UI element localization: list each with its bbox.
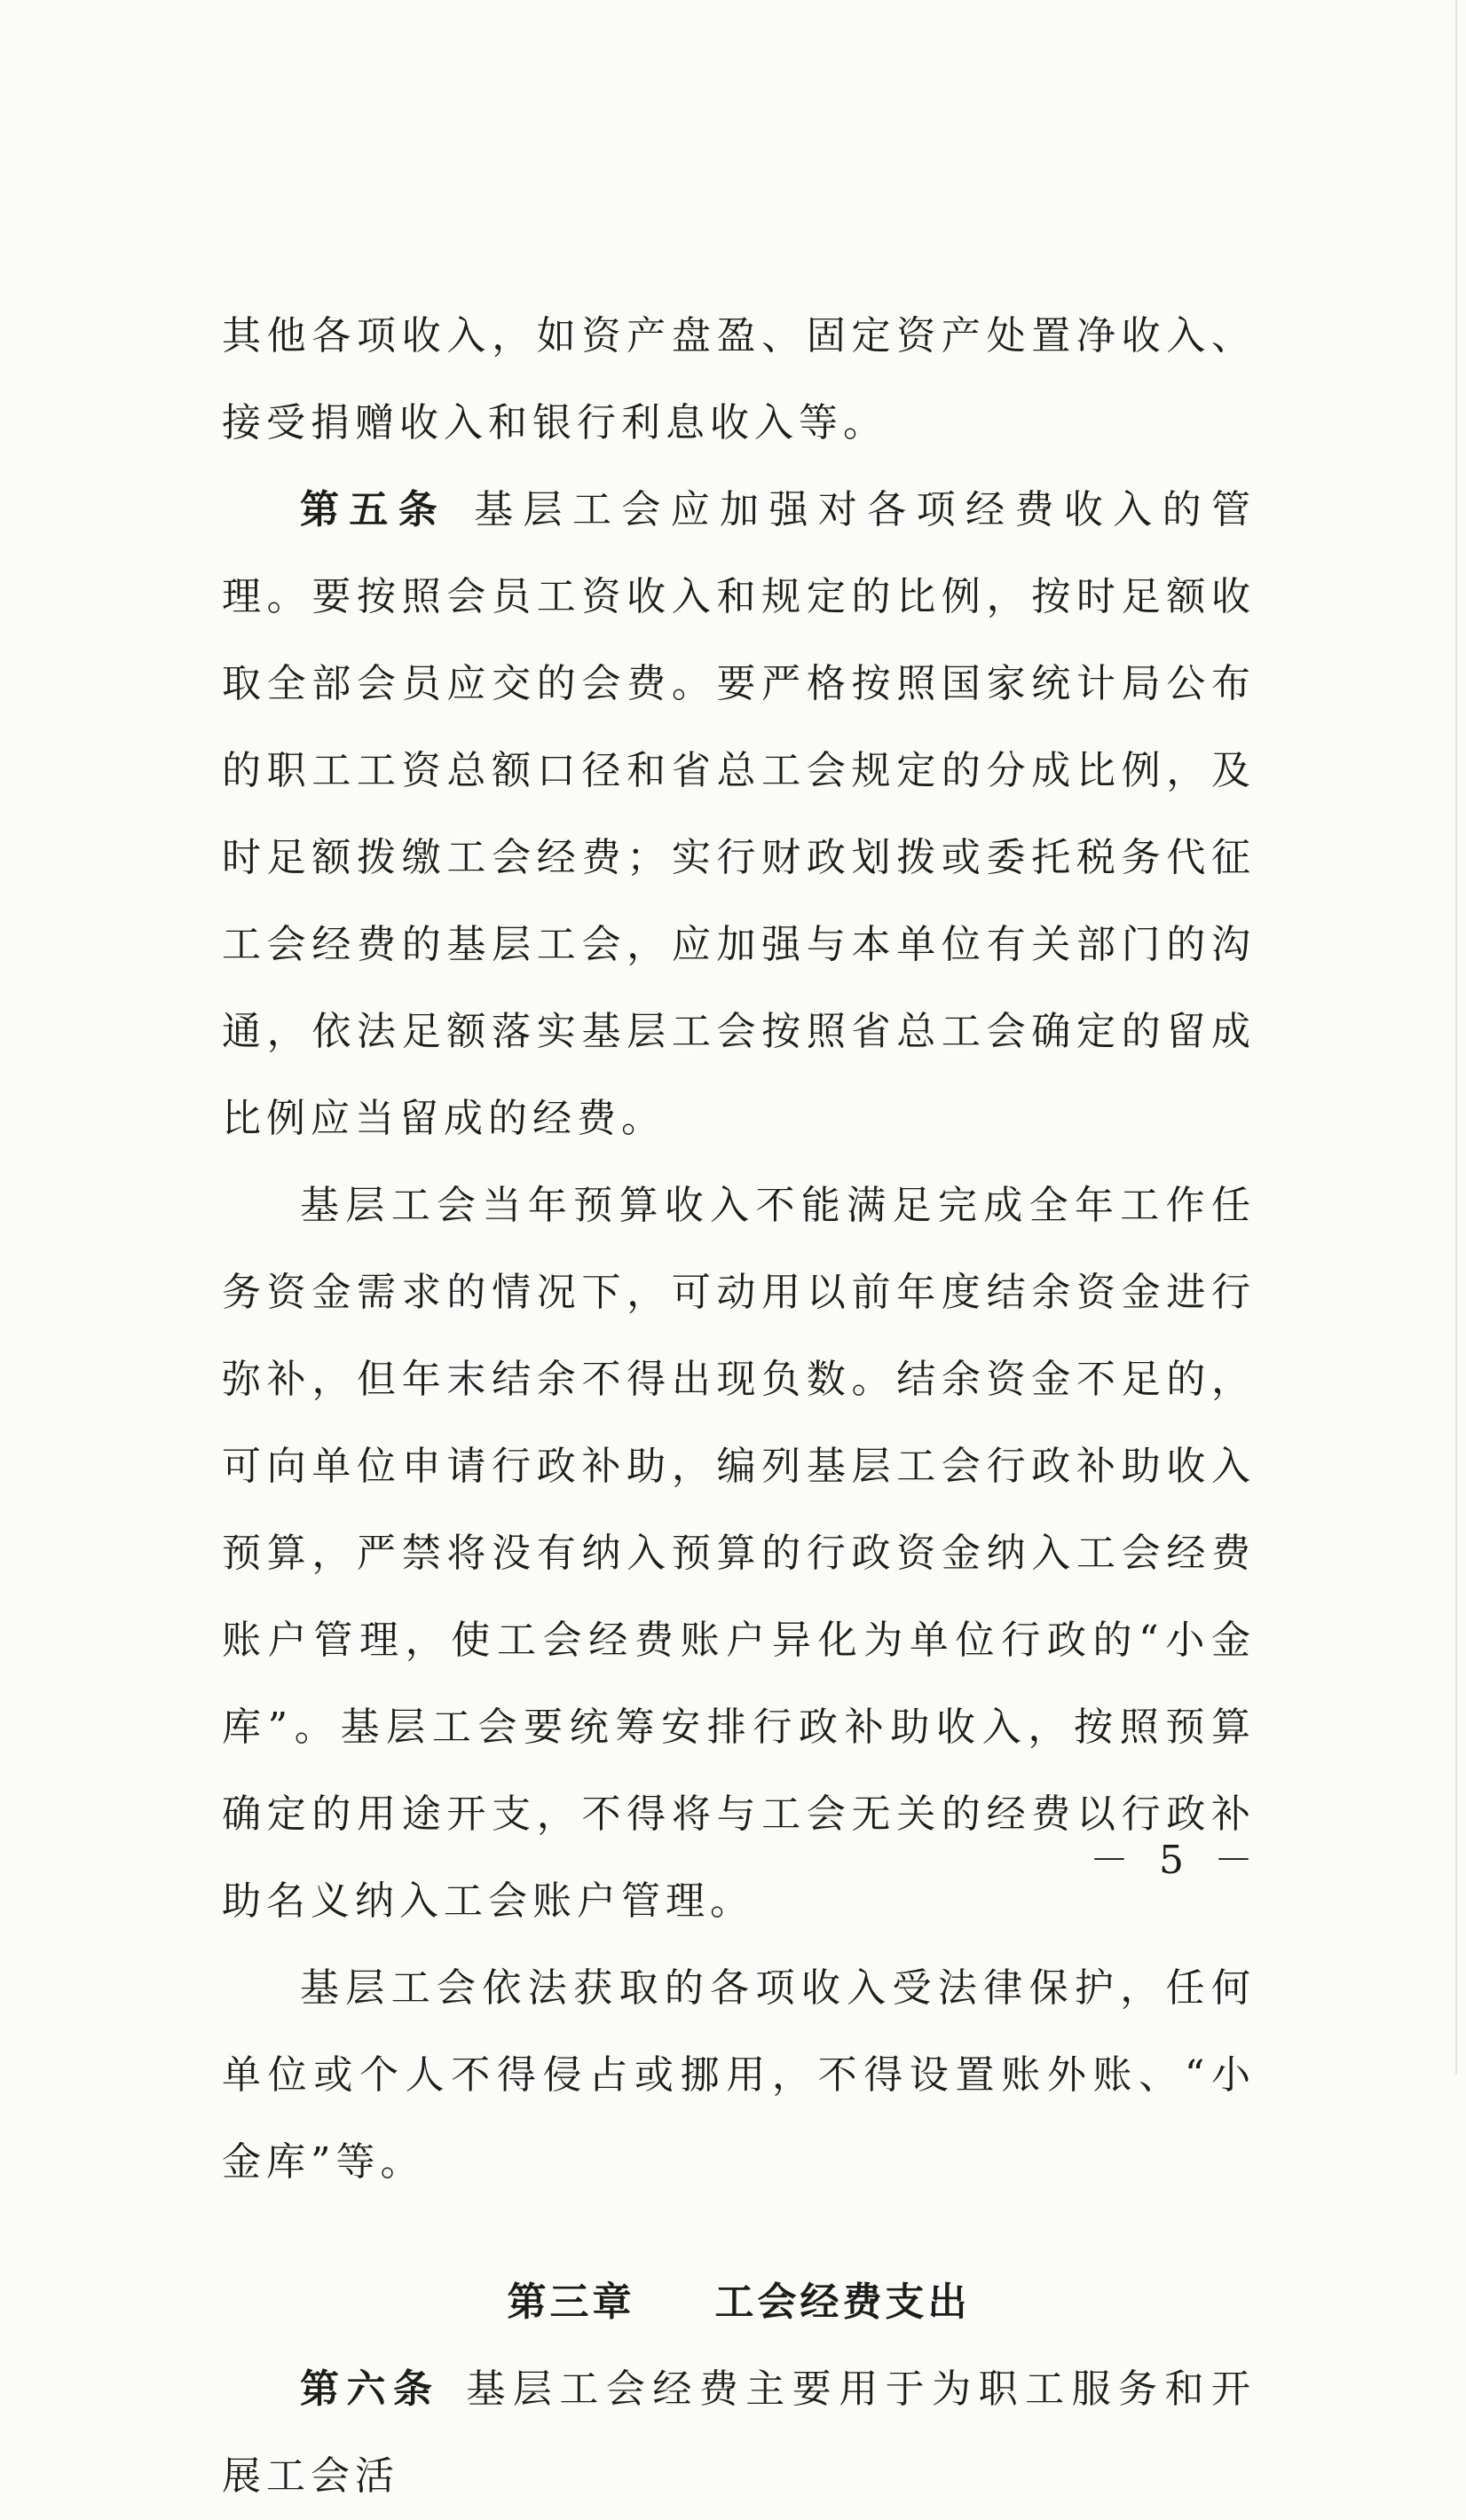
- chapter-title: 工会经费支出: [714, 2280, 971, 2325]
- page-number: － 5 －: [1090, 1838, 1262, 1883]
- chapter-number: 第三章: [507, 2280, 635, 2325]
- article-5-text: 基层工会应加强对各项经费收入的管理。要按照会员工资收入和规定的比例，按时足额收取全部会员应交的会费。要严格按照国家统计局公布的职工工资总额口径和省总工会规定的分成比例，及时足额拨缴工会经费；实行财政划拨或委托税务代征工会经费的基层工会，应加强与本单位有关部门的沟通，依法足额落实基层工会按照省总工会确定的留成比例应当留成的经费。: [222, 487, 1257, 1141]
- article-6-text: 基层工会经费主要用于为职工服务和开展工会活: [222, 2366, 1256, 2499]
- document-body: [222, 293, 1256, 2520]
- page-edge: [1455, 0, 1457, 2075]
- article-5-label: 第五条: [300, 487, 448, 532]
- paragraph-income-list: 其他各项收入，如资产盘盈、固定资产处置净收入、接受捐赠收入和银行利息收入等。: [222, 313, 1256, 445]
- article-6-label: 第六条: [300, 2366, 440, 2412]
- paragraph-budget-balance: 基层工会当年预算收入不能满足完成全年工作任务资金需求的情况下，可动用以前年度结余资金进行弥补，但年末结余不得出现负数。结余资金不足的，可向单位申请行政补助，编列基层工会行政补助收入预算，严禁将没有纳入预算的行政资金纳入工会经费账户管理，使工会经费账户异化为单位行政的“小金库”。基层工会要统筹安排行政补助收入，按照预算确定的用途开支，不得将与工会无关的经费以行政补助名义纳入工会账户管理。: [222, 1183, 1256, 1924]
- paragraph-legal-protection: 基层工会依法获取的各项收入受法律保护，任何单位或个人不得侵占或挪用，不得设置账外账、“小金库”等。: [222, 1965, 1256, 2185]
- article-5: [222, 467, 1256, 1162]
- article-6: [222, 2346, 1256, 2520]
- chapter-heading: [222, 2259, 1256, 2346]
